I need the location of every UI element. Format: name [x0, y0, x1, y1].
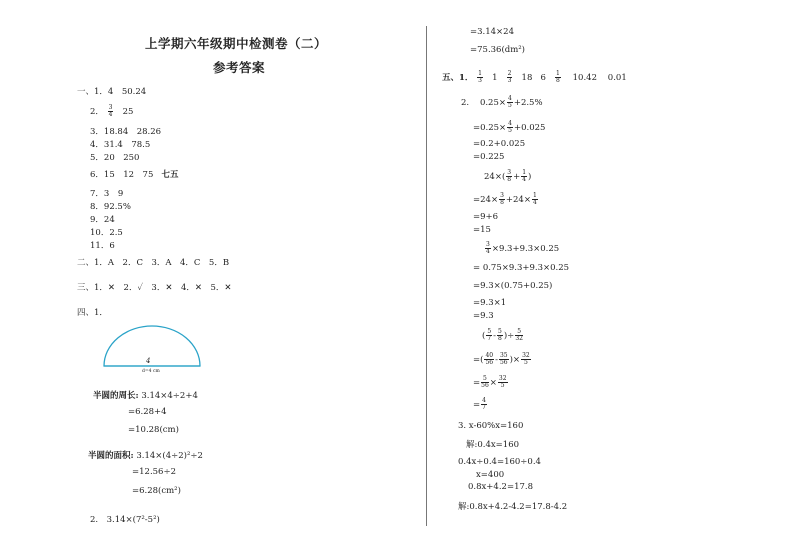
calc-line16: = $\frac{5}{56}$ × $\frac{32}{5}$: [473, 375, 507, 389]
q3-eq4: x=400: [476, 470, 505, 480]
fraction: $\frac{3}{4}$: [108, 104, 113, 118]
q4-label: 四、1．: [77, 308, 108, 318]
page-title: 上学期六年级期中检测卷（二）: [145, 36, 328, 51]
q1-line4: 4．31.4 78.5: [90, 140, 151, 150]
perimeter-line2: =6.28+4: [128, 407, 167, 417]
calc-line6: =24× $\frac{3}{8}$ +24× $\frac{1}{4}$: [473, 192, 537, 206]
q3-line: 三、1．✕ 2．✓ 3．✕ 4．✕ 5．✕: [77, 283, 232, 293]
area-line1: 半圆的面积: 3.14×(4÷2)²÷2: [88, 451, 203, 461]
q3-eq3: 0.4x÷0.4=160÷0.4: [458, 457, 541, 467]
semicircle-diagram: [100, 320, 204, 372]
diagram-sublabel: d=4 cm: [142, 369, 160, 372]
q1-line8: 8．92.5%: [90, 202, 131, 212]
perimeter-line1: 半圆的周长: 3.14×4÷2+4: [93, 391, 198, 401]
perimeter-line3: =10.28(cm): [128, 425, 179, 435]
calc-line8: =15: [473, 225, 491, 235]
q2-line: 二、1．A 2．C 3．A 4．C 5．B: [77, 258, 230, 268]
q3-eq1: 3. x-60%x=160: [458, 421, 524, 431]
calc-line7: =9+6: [473, 212, 499, 222]
q4-2-line: 2. 3.14×(7²-5²): [90, 515, 160, 525]
q5-2-line: 2. 0.25× $\frac{4}{5}$ +2.5%: [461, 95, 543, 109]
q3-eq6: 解:0.8x+4.2-4.2=17.8-4.2: [458, 502, 568, 512]
calc-line4: =0.225: [473, 152, 505, 162]
r-top1: =3.14×24: [470, 27, 514, 37]
calc-line12: =9.3×1: [473, 298, 507, 308]
area-line3: =6.28(cm²): [132, 486, 181, 496]
calc-line13: =9.3: [473, 311, 494, 321]
calc-line17: = $\frac{4}{7}$: [473, 397, 486, 411]
diagram-label: 4: [146, 357, 151, 365]
q1-line2: 2． $\frac{3}{4}$ 25: [90, 104, 134, 118]
r-top2: =75.36(dm²): [470, 45, 525, 55]
q1-line3: 3．18.84 28.26: [90, 127, 162, 137]
page-subtitle: 参考答案: [213, 60, 266, 75]
calc-line14: ( $\frac{5}{7}$ - $\frac{5}{8}$ )÷ $\frac{5}{32}$: [482, 328, 523, 342]
area-line2: =12.56÷2: [132, 467, 176, 477]
q5-line1: 五、1． $\frac{1}{3}$ 1 $\frac{2}{3}$ 18 6 $\frac{1}{8}$ 10.42 0.01: [442, 70, 627, 84]
q1-line10: 10．2.5: [90, 228, 123, 238]
q3-eq5: 0.8x+4.2=17.8: [468, 482, 533, 492]
calc-line2: =0.25× $\frac{4}{5}$ +0.025: [473, 120, 546, 134]
calc-line3: =0.2+0.025: [473, 139, 526, 149]
column-divider: [426, 26, 427, 526]
calc-line10: = 0.75×9.3+9.3×0.25: [473, 263, 570, 273]
calc-line5: 24×( $\frac{3}{8}$ + $\frac{1}{4}$ ): [484, 169, 532, 183]
q1-line5: 5．20 250: [90, 153, 140, 163]
q1-line1: 一、1．4 50.24: [77, 87, 147, 97]
calc-line11: =9.3×(0.75+0.25): [473, 281, 553, 291]
q1-line9: 9．24: [90, 215, 115, 225]
q1-line11: 11．6: [90, 241, 115, 251]
calc-line9: $\frac{3}{4}$ ×9.3+9.3×0.25: [486, 241, 560, 255]
calc-line15: =( $\frac{40}{56}$ - $\frac{35}{56}$ )× $\frac{32}{5}$: [473, 352, 530, 366]
q1-line7: 7．3 9: [90, 189, 124, 199]
q1-line6: 6．15 12 75 七五: [90, 170, 179, 180]
q3-eq2: 解:0.4x=160: [466, 440, 520, 450]
